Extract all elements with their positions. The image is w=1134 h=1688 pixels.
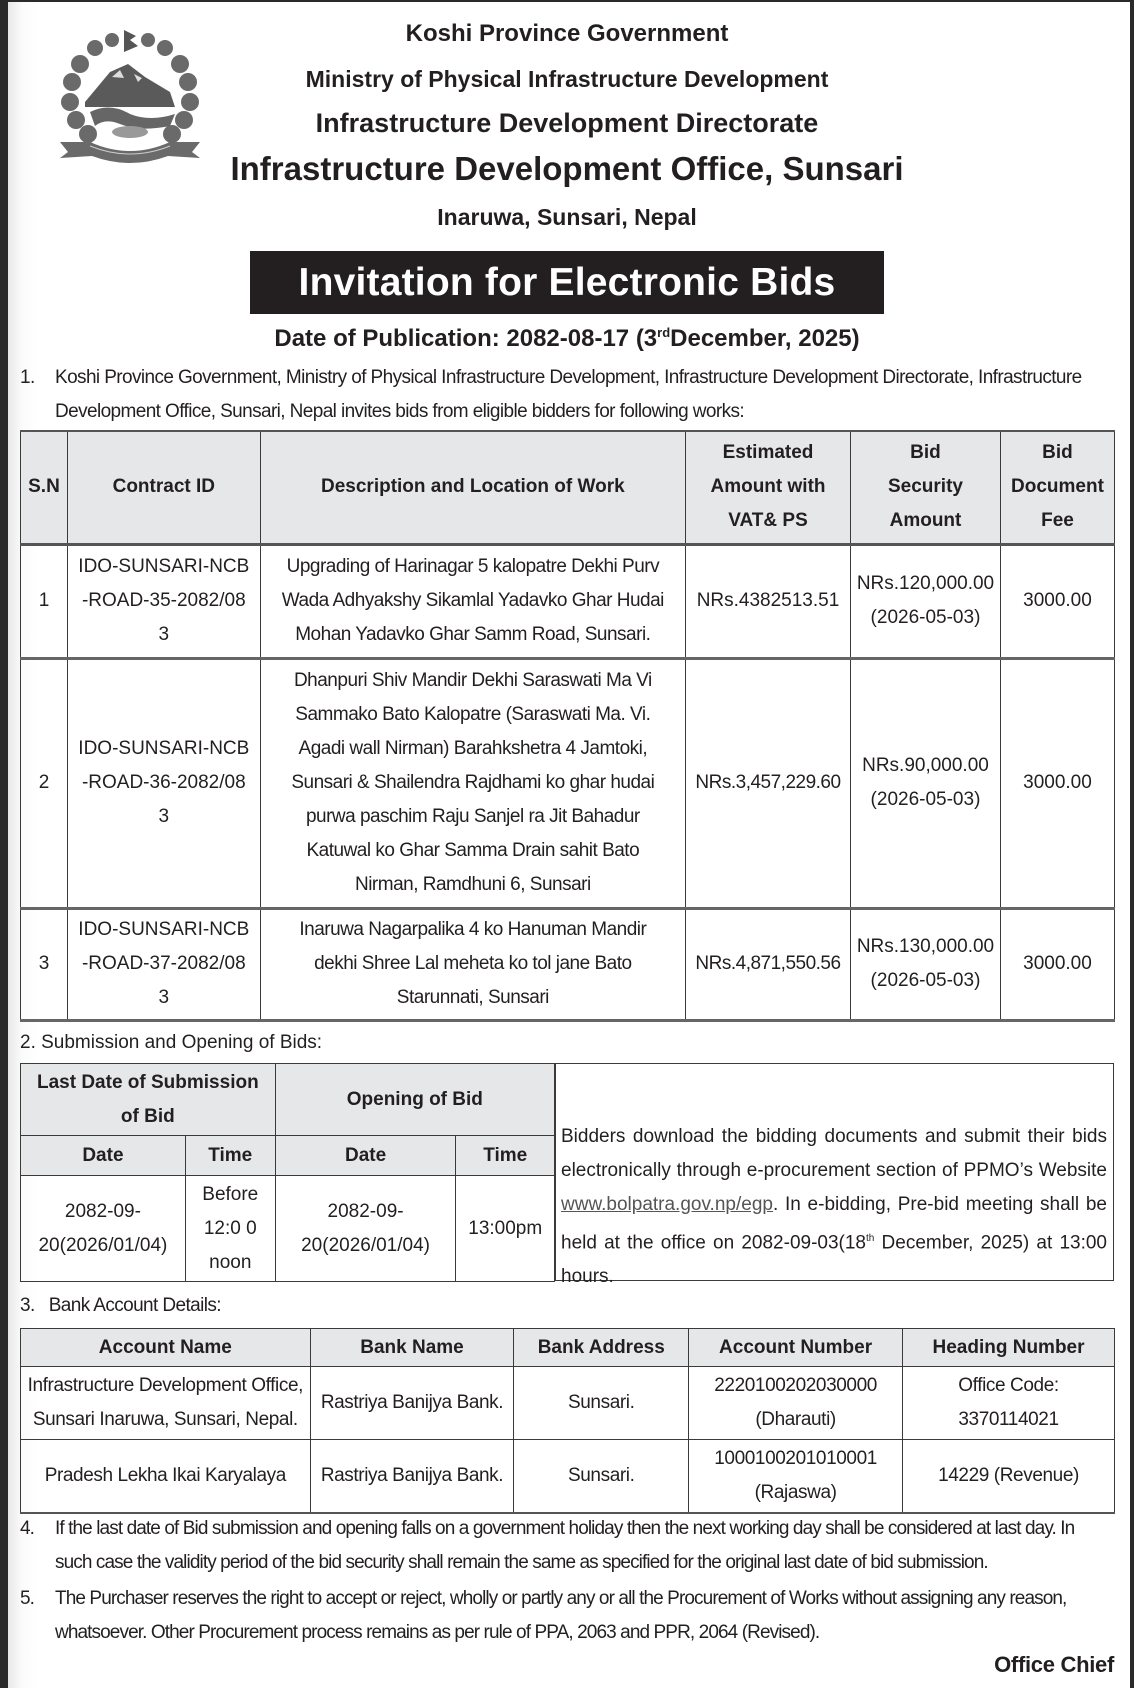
header-province: Koshi Province Government: [405, 20, 729, 47]
section-4-paragraph: 4. If the last date of Bid submission and opening falls on a government holiday then the next working day shall be considered at last day. In such case the validity period of the bid security shall remain the same as specified for the original last date of bid submission.: [20, 1518, 1075, 1573]
table-row: 3 IDO-SUNSARI-NCB-ROAD-37-2082/083 Inaruwa Nagarpalika 4 ko Hanuman Mandir dekhi Shree Lal meheta ko tol jane Bato Starunnati, Sunsari NRs.4,871,550.56 NRs.130,000.00 (2026-05-03) 3000.00: [21, 908, 1115, 1020]
header-directorate: Infrastructure Development Directorate: [315, 108, 819, 138]
section-2-label: 2. Submission and Opening of Bids:: [20, 1032, 323, 1053]
header-address: Inaruwa, Sunsari, Nepal: [437, 204, 697, 230]
opening-date: 2082-09-20(2026/01/04): [275, 1176, 456, 1282]
notice-title: Invitation for Electronic Bids: [298, 260, 836, 304]
works-table-header: [21, 431, 1115, 544]
last-submission-header: Last Date of Submission of Bid: [21, 1064, 276, 1136]
col-estimated: Estimated Amount with VAT& PS: [686, 431, 851, 544]
bolpatra-link[interactable]: www.bolpatra.gov.np/egp: [561, 1194, 773, 1215]
col-security: Bid Security Amount: [850, 431, 1000, 544]
table-row: 2 IDO-SUNSARI-NCB-ROAD-36-2082/083 Dhanpuri Shiv Mandir Dekhi Saraswati Ma Vi Sammako Bato Kalopatre (Saraswati Ma. Vi. Agadi wall Nirman) Barahkshetra 4 Jamtoki, Sunsari & Shailendra Rajdhami ko ghar hudai purwa paschim Raju Sanjel ra Jit Bahadur Katuwal ko Ghar Samma Drain sahit Bato Nirman, Ramdhuni 6, Sunsari NRs.3,457,229.60 NRs.90,000.00 (2026-05-03) 3000.00: [21, 658, 1115, 908]
submission-table: Last Date of Submission of Bid Opening of Bid Date Time Date Time 2082-09-20(2026/01/04) Before 12:0 0 noon 2082-09-20(2026/01/04) 13:00pm: [20, 1063, 555, 1282]
col-description: Description and Location of Work: [260, 431, 685, 544]
col-sn: S.N: [21, 431, 68, 544]
submission-time: Before 12:0 0 noon: [185, 1176, 275, 1282]
header-ministry: Ministry of Physical Infrastructure Development: [305, 66, 829, 92]
table-row: Pradesh Lekha Ikai Karyalaya Rastriya Banijya Bank. Sunsari. 1000100201010001 (Rajaswa) 14229 (Revenue): [21, 1440, 1115, 1514]
opening-header: Opening of Bid: [275, 1064, 554, 1136]
header-office: Infrastructure Development Office, Sunsari: [230, 150, 904, 187]
section-1-paragraph: 1. Koshi Province Government, Ministry of Physical Infrastructure Development, Infrastructure Development Directorate, Infrastructure Development Office, Sunsari, Nepal invites bids from eligible bidders for following works:: [20, 367, 1082, 422]
table-row: 1 IDO-SUNSARI-NCB-ROAD-35-2082/083 Upgrading of Harinagar 5 kalopatre Dekhi Purv Wada Adhyakshy Sikamlal Yadavko Ghar Hudai Mohan Yadavko Ghar Samm Road, Sunsari. NRs.4382513.51 NRs.120,000.00 (2026-05-03) 3000.00: [21, 544, 1115, 658]
bank-account-table: Account Name Bank Name Bank Address Account Number Heading Number Infrastructure Development Office, Sunsari Inaruwa, Sunsari, Nepal. Rastriya Banijya Bank. Sunsari. 2220100202030000 (Dharauti) Office Code: 3370114021 Pradesh Lekha Ikai Karyalaya Rastriya Banijya Bank. Sunsari. 1000100201010001 (Rajaswa) 14229 (Revenue): [20, 1328, 1115, 1514]
publication-date: Date of Publication: 2082-08-17 (3rdDecember, 2025): [274, 325, 860, 352]
section-5-paragraph: 5. The Purchaser reserves the right to accept or reject, wholly or partly any or all the Procurement of Works without assigning any reason, whatsoever. Other Procurement process remains as per rule of PPA, 2063 and PPR, 2064 (Revised).: [20, 1588, 1067, 1643]
submission-date: 2082-09-20(2026/01/04): [21, 1176, 186, 1282]
notice-title-banner: [250, 251, 884, 314]
e-bidding-note: Bidders download the bidding documents and submit their bids electronically through e-procurement section of PPMO’s Website www.bolpatra.gov.np/egp. In e-bidding, Pre-bid meeting shall be held at the office on 2082-09-03(18th December, 2025) at 13:00 hours.: [555, 1063, 1114, 1281]
section-3-label: 3. Bank Account Details:: [20, 1295, 221, 1316]
opening-time: 13:00pm: [456, 1176, 555, 1282]
table-row: Infrastructure Development Office, Sunsari Inaruwa, Sunsari, Nepal. Rastriya Banijya Bank. Sunsari. 2220100202030000 (Dharauti) Office Code: 3370114021: [21, 1367, 1115, 1440]
signature-office-chief: Office Chief: [994, 1652, 1114, 1677]
col-contract-id: Contract ID: [67, 431, 260, 544]
works-table: [20, 430, 1115, 1022]
col-fee: Bid Document Fee: [1000, 431, 1114, 544]
